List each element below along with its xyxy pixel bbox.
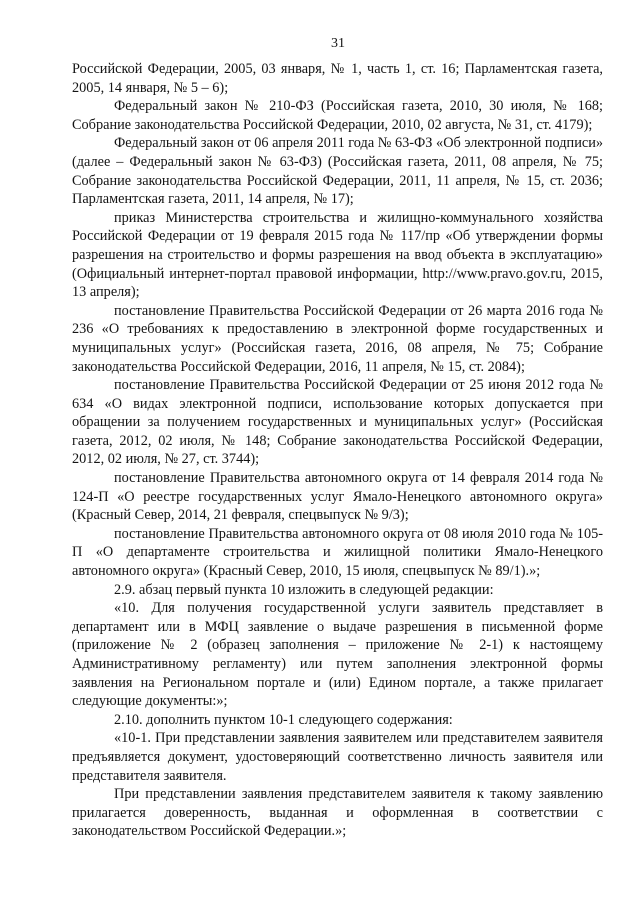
page-number: 31 <box>331 36 345 51</box>
paragraph-federal-law-210: Федеральный закон № 210-ФЗ (Российская газета, 2010, 30 июля, № 168; Собрание законодательства Российской Федерации, 2010, 02 августа, № 31, ст. 4179); <box>72 98 603 133</box>
document-body <box>72 60 603 841</box>
paragraph-government-decree-634: постановление Правительства Российской Федерации от 25 июня 2012 года № 634 «О видах электронной подписи, использование которых допускается при обращении за получением государственных и муниципальных услуг» (Российская газета, 2012, 02 июля, № 148; Собрание законодательства Российской Федерации, 2012, 02 июля, № 27, ст. 3744); <box>72 377 603 468</box>
paragraph-government-decree-236: постановление Правительства Российской Федерации от 26 марта 2016 года № 236 «О требованиях к предоставлению в электронной форме государственных и муниципальных услуг» (Российская газета, 2016, 08 апреля, № 75; Собрание законодательства Российской Федерации, 2016, 11 апреля, № 15, ст. 2084); <box>72 302 603 375</box>
paragraph-federal-law-63: Федеральный закон от 06 апреля 2011 года № 63-ФЗ «Об электронной подписи» (далее – Федеральный закон № 63-ФЗ) (Российская газета, 2011, 08 апреля, № 75; Собрание законодательства Российской Федерации, 2011, 11 апреля, № 15, ст. 2036; Парламентская газета, 2011, 14 апреля, № 17); <box>72 135 603 208</box>
paragraph-regional-decree-105: постановление Правительства автономного округа от 08 июля 2010 года № 105-П «О департаменте строительства и жилищной политики Ямало-Ненецкого автономного округа» (Красный Север, 2010, 15 июля, спецвыпуск № 89/1).»; <box>72 525 603 580</box>
paragraph-source-continuation: Российской Федерации, 2005, 03 января, № 1, часть 1, ст. 16; Парламентская газета, 2005, 14 января, № 5 – 6); <box>72 61 603 96</box>
paragraph-representative-power-of-attorney: При представлении заявления представителем заявителя к такому заявлению прилагается доверенность, выданная и оформленная в соответствии с законодательством Российской Федерации.»; <box>72 786 603 840</box>
paragraph-clause-10-1: «10-1. При представлении заявления заявителем или представителем заявителя предъявляется документ, удостоверяющий соответственно личность заявителя или представителя заявителя. <box>72 730 603 784</box>
paragraph-clause-10: «10. Для получения государственной услуги заявитель представляет в департамент или в МФЦ заявление о выдаче разрешения в письменной форме (приложение № 2 (образец заполнения – приложение № 2-1) к настоящему Административному регламенту) или путем заполнения электронной формы заявления на Региональном портале и (или) Едином портале, а также прилагает следующие документы:»; <box>72 600 603 710</box>
paragraph-amendment-2-9: 2.9. абзац первый пункта 10 изложить в следующей редакции: <box>114 581 494 598</box>
paragraph-ministry-order: приказ Министерства строительства и жилищно-коммунального хозяйства Российской Федерации от 19 февраля 2015 года № 117/пр «Об утверждении формы разрешения на строительство и формы разрешения на ввод объекта в эксплуатацию» (Официальный интернет-портал правовой информации, http://www.pravo.gov.ru, 2015, 13 апреля); <box>72 209 603 301</box>
paragraph-amendment-2-10: 2.10. дополнить пунктом 10-1 следующего содержания: <box>114 711 453 728</box>
paragraph-regional-decree-124: постановление Правительства автономного округа от 14 февраля 2014 года № 124-П «О реестре государственных услуг Ямало-Ненецкого автономного округа» (Красный Север, 2014, 21 февраля, спецвыпуск № 9/3); <box>72 470 603 524</box>
